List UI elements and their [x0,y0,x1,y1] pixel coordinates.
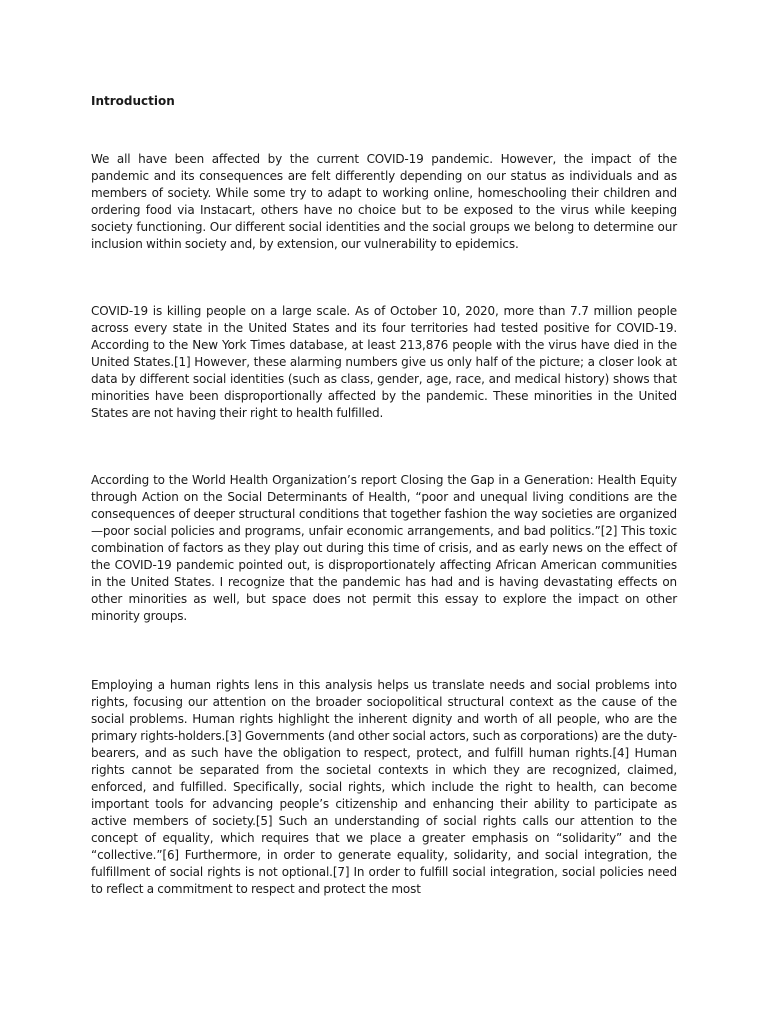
paragraph-1: We all have been affected by the current COVID-19 pandemic. However, the impact of the pandemic and its consequences are felt differently depending on our status as individuals and as members of society. While some try to adapt to working online, homeschooling their children and ordering food via Instacart, others have no choice but to be exposed to the virus while keeping society functioning. Our different social identities and the social groups we belong to determine our inclusion within society and, by extension, our vulnerability to epidemics. [91,152,677,251]
paragraph-4: Employing a human rights lens in this analysis helps us translate needs and social problems into rights, focusing our attention on the broader sociopolitical structural context as the cause of the social problems. Human rights highlight the inherent dignity and worth of all people, who are the primary rights-holders.[3] Governments (and other social actors, such as corporations) are the duty-bearers, and as such have the obligation to respect, protect, and fulfill human rights.[4] Human rights cannot be separated from the societal contexts in which they are recognized, claimed, enforced, and fulfilled. Specifically, social rights, which include the right to health, can become important tools for advancing people’s citizenship and enhancing their ability to participate as active members of society.[5] Such an understanding of social rights calls our attention to the concept of equality, which requires that we place a greater emphasis on “solidarity” and the “collective.”[6] Furthermore, in order to generate equality, solidarity, and social integration, the fulfillment of social rights is not optional.[7] In order to fulfill social integration, social policies need to reflect a commitment to respect and protect the most [91,678,677,896]
section-heading: Introduction [91,94,175,108]
paragraph-2: COVID-19 is killing people on a large scale. As of October 10, 2020, more than 7.7 million people across every state in the United States and its four territories had tested positive for COVID-19. According to the New York Times database, at least 213,876 people with the virus have died in the United States.[1] However, these alarming numbers give us only half of the picture; a closer look at data by different social identities (such as class, gender, age, race, and medical history) shows that minorities have been disproportionally affected by the pandemic. These minorities in the United States are not having their right to health fulfilled. [91,304,677,420]
paragraph-3: According to the World Health Organization’s report Closing the Gap in a Generation: Health Equity through Action on the Social Determinants of Health, “poor and unequal living conditions are the consequences of deeper structural conditions that together fashion the way societies are organized—poor social policies and programs, unfair economic arrangements, and bad politics.”[2] This toxic combination of factors as they play out during this time of crisis, and as early news on the effect of the COVID-19 pandemic pointed out, is disproportionately affecting African American communities in the United States. I recognize that the pandemic has had and is having devastating effects on other minorities as well, but space does not permit this essay to explore the impact on other minority groups. [91,473,677,623]
